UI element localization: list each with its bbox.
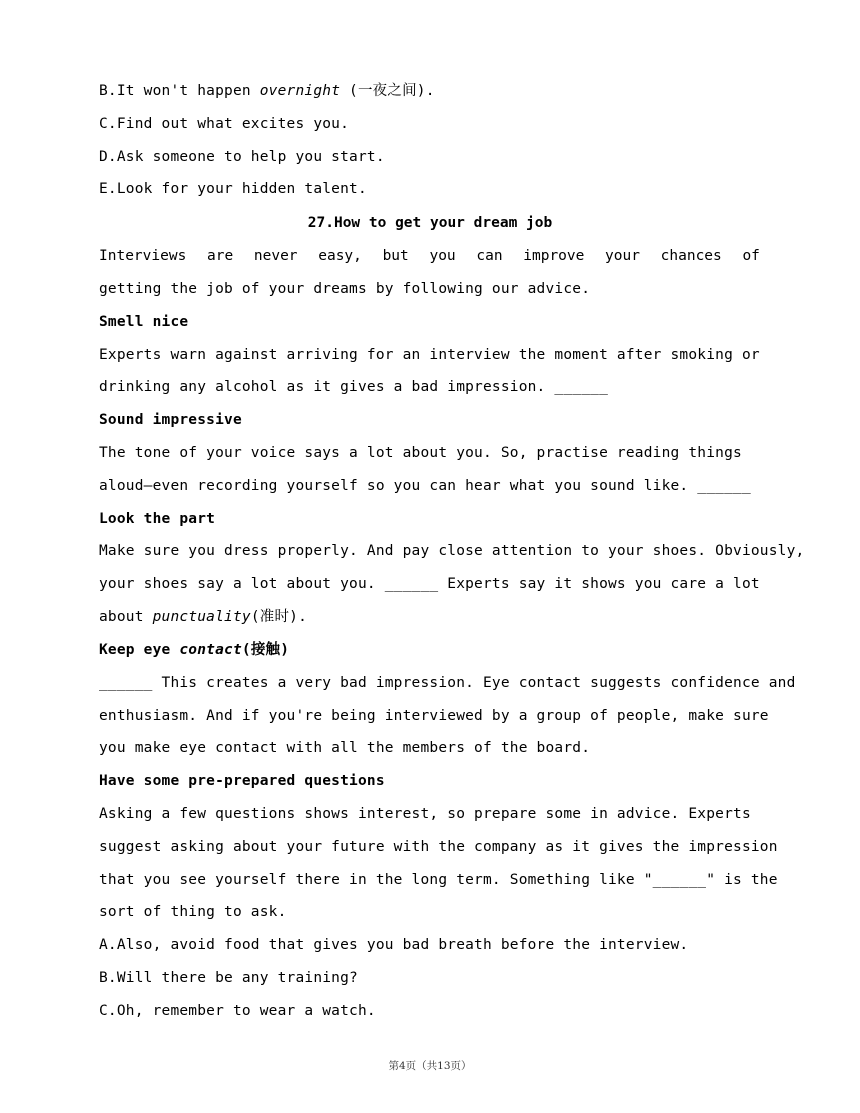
eye-line-2: enthusiasm. And if you're being interviewed by a group of people, make sure [99,708,769,724]
look-line-2: your shoes say a lot about you. ______ Experts say it shows you care a lot [99,576,760,592]
word: improve [523,248,585,264]
option-a: A.Also, avoid food that gives you bad breath before the interview. [99,937,689,953]
look-line-1: Make sure you dress properly. And pay close attention to your shoes. Obviously, [99,543,805,559]
word: your [605,248,640,264]
eye-line-1: ______ This creates a very bad impression. Eye contact suggests confidence and [99,675,796,691]
section-heading-sound: Sound impressive [99,412,242,428]
word: never [253,248,298,264]
intro-line-1 [99,246,760,266]
section-heading-smell: Smell nice [99,314,189,330]
option-c-prev: C.Find out what excites you. [99,116,350,132]
eye-line-3: you make eye contact with all the members of the board. [99,740,591,756]
word: you [429,248,456,264]
look-line-3: about punctuality(准时). [99,609,308,625]
passage-title: 27.How to get your dream job [307,215,553,231]
smell-line-2: drinking any alcohol as it gives a bad impression. ______ [99,379,608,395]
questions-line-2: suggest asking about your future with the company as it gives the impression [99,839,778,855]
option-b-prev: B.It won't happen overnight (一夜之间). [99,83,435,99]
section-heading-eye: Keep eye contact(接触) [99,642,290,658]
questions-line-3: that you see yourself there in the long term. Something like "______" is the [99,872,778,888]
page-footer: 第4页（共13页） [388,1060,472,1072]
word: are [207,248,234,264]
smell-line-1: Experts warn against arriving for an interview the moment after smoking or [99,347,760,363]
option-b: B.Will there be any training? [99,970,358,986]
option-e-prev: E.Look for your hidden talent. [99,181,367,197]
section-heading-questions: Have some pre-prepared questions [99,773,385,789]
option-c: C.Oh, remember to wear a watch. [99,1003,376,1019]
word: Interviews [99,248,187,264]
word: easy, [318,248,362,264]
word: of [742,248,760,264]
questions-line-4: sort of thing to ask. [99,904,287,920]
word: chances [660,248,722,264]
questions-line-1: Asking a few questions shows interest, so prepare some in advice. Experts [99,806,751,822]
sound-line-1: The tone of your voice says a lot about you. So, practise reading things [99,445,742,461]
option-d-prev: D.Ask someone to help you start. [99,149,385,165]
word: but [382,248,409,264]
intro-line-2: getting the job of your dreams by following our advice. [99,281,591,297]
word: can [476,248,503,264]
section-heading-look: Look the part [99,511,216,527]
sound-line-2: aloud—even recording yourself so you can hear what you sound like. ______ [99,478,751,494]
